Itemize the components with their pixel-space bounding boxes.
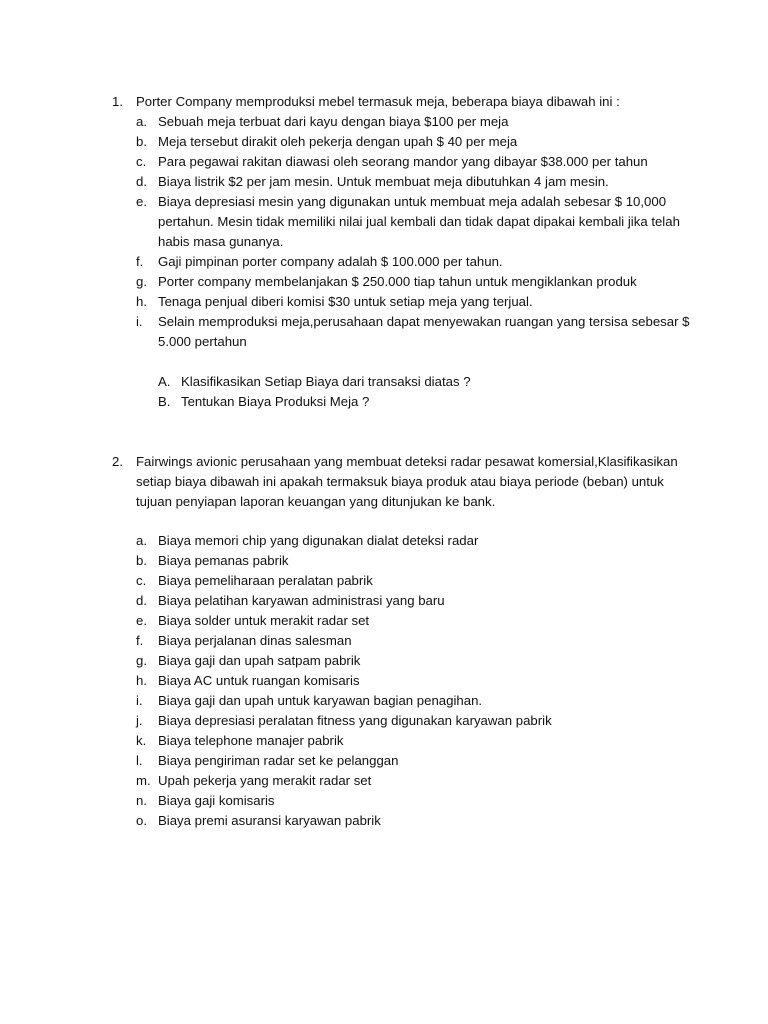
q2-item-letter: a. (136, 533, 147, 548)
q1-task-text: Klasifikasikan Setiap Biaya dari transaksi diatas ? (181, 374, 471, 389)
q2-item-letter: k. (136, 733, 147, 748)
q1-item-letter: c. (136, 154, 147, 169)
q2-item-text: Biaya pelatihan karyawan administrasi yang baru (158, 593, 445, 608)
q2-item-text: Biaya gaji dan upah untuk karyawan bagian penagihan. (158, 693, 483, 708)
q1-task-letter: A. (158, 374, 171, 389)
q2-item-text: Biaya gaji dan upah satpam pabrik (158, 653, 361, 668)
q2-item-text: Biaya telephone manajer pabrik (158, 733, 344, 748)
q1-item-letter: i. (136, 314, 143, 329)
q2-item-text: Biaya gaji komisaris (158, 793, 275, 808)
q1-item-text: Biaya listrik $2 per jam mesin. Untuk membuat meja dibutuhkan 4 jam mesin. (158, 174, 609, 189)
q2-item-text: Biaya pemeliharaan peralatan pabrik (158, 573, 373, 588)
q1-task-letter: B. (158, 394, 171, 409)
q1-item-letter: b. (136, 134, 147, 149)
q2-item-text: Biaya depresiasi peralatan fitness yang digunakan karyawan pabrik (158, 713, 552, 728)
q1-item-letter: d. (136, 174, 147, 189)
q1-task-text: Tentukan Biaya Produksi Meja ? (181, 394, 370, 409)
q2-item-letter: c. (136, 573, 147, 588)
q1-item-text: Biaya depresiasi mesin yang digunakan untuk membuat meja adalah sebesar $ 10,000 (158, 194, 667, 209)
q1-item-text: Selain memproduksi meja,perusahaan dapat menyewakan ruangan yang tersisa sebesar $ (158, 314, 690, 329)
q1-item-text-cont: habis masa gunanya. (158, 234, 284, 249)
q1-item-text: Gaji pimpinan porter company adalah $ 100.000 per tahun. (158, 254, 503, 269)
q1-number: 1. (112, 94, 123, 109)
q2-item-letter: i. (136, 693, 143, 708)
q2-item-text: Biaya premi asuransi karyawan pabrik (158, 813, 381, 828)
q2-item-letter: m. (136, 773, 151, 788)
q2-item-text: Biaya pengiriman radar set ke pelanggan (158, 753, 399, 768)
q2-item-letter: j. (136, 713, 143, 728)
q2-item-text: Biaya pemanas pabrik (158, 553, 289, 568)
q1-item-text: Meja tersebut dirakit oleh pekerja dengan upah $ 40 per meja (158, 134, 518, 149)
q2-item-letter: h. (136, 673, 147, 688)
q2-item-text: Upah pekerja yang merakit radar set (158, 773, 372, 788)
q1-item-text-cont: 5.000 pertahun (158, 334, 247, 349)
q1-item-letter: h. (136, 294, 147, 309)
q2-item-letter: g. (136, 653, 147, 668)
q2-item-text: Biaya solder untuk merakit radar set (158, 613, 370, 628)
q2-prompt: Fairwings avionic perusahaan yang membuat deteksi radar pesawat komersial,Klasifikasikan (136, 454, 678, 469)
q2-prompt-cont: setiap biaya dibawah ini apakah termaksuk biaya produk atau biaya periode (beban) untuk (136, 474, 664, 489)
q1-item-letter: e. (136, 194, 147, 209)
q1-item-text-cont: pertahun. Mesin tidak memiliki nilai jual kembali dan tidak dapat dipakai kembali jika telah (158, 214, 680, 229)
q2-item-letter: b. (136, 553, 147, 568)
q2-item-text: Biaya perjalanan dinas salesman (158, 633, 352, 648)
q2-item-letter: e. (136, 613, 147, 628)
q2-number: 2. (112, 454, 123, 469)
q1-prompt: Porter Company memproduksi mebel termasuk meja, beberapa biaya dibawah ini : (136, 94, 620, 109)
q1-item-text: Sebuah meja terbuat dari kayu dengan biaya $100 per meja (158, 114, 509, 129)
q1-item-text: Porter company membelanjakan $ 250.000 tiap tahun untuk mengiklankan produk (158, 274, 637, 289)
q1-item-letter: f. (136, 254, 144, 269)
q2-item-text: Biaya AC untuk ruangan komisaris (158, 673, 360, 688)
q1-item-text: Tenaga penjual diberi komisi $30 untuk setiap meja yang terjual. (158, 294, 533, 309)
q2-item-text: Biaya memori chip yang digunakan dialat deteksi radar (158, 533, 479, 548)
q2-item-letter: n. (136, 793, 147, 808)
q1-item-letter: g. (136, 274, 147, 289)
q2-prompt-cont: tujuan penyiapan laporan keuangan yang ditunjukan ke bank. (136, 494, 496, 509)
q2-item-letter: o. (136, 813, 147, 828)
q2-item-letter: f. (136, 633, 144, 648)
q1-item-text: Para pegawai rakitan diawasi oleh seorang mandor yang dibayar $38.000 per tahun (158, 154, 648, 169)
q2-item-letter: d. (136, 593, 147, 608)
q1-item-letter: a. (136, 114, 147, 129)
q2-item-letter: l. (136, 753, 143, 768)
